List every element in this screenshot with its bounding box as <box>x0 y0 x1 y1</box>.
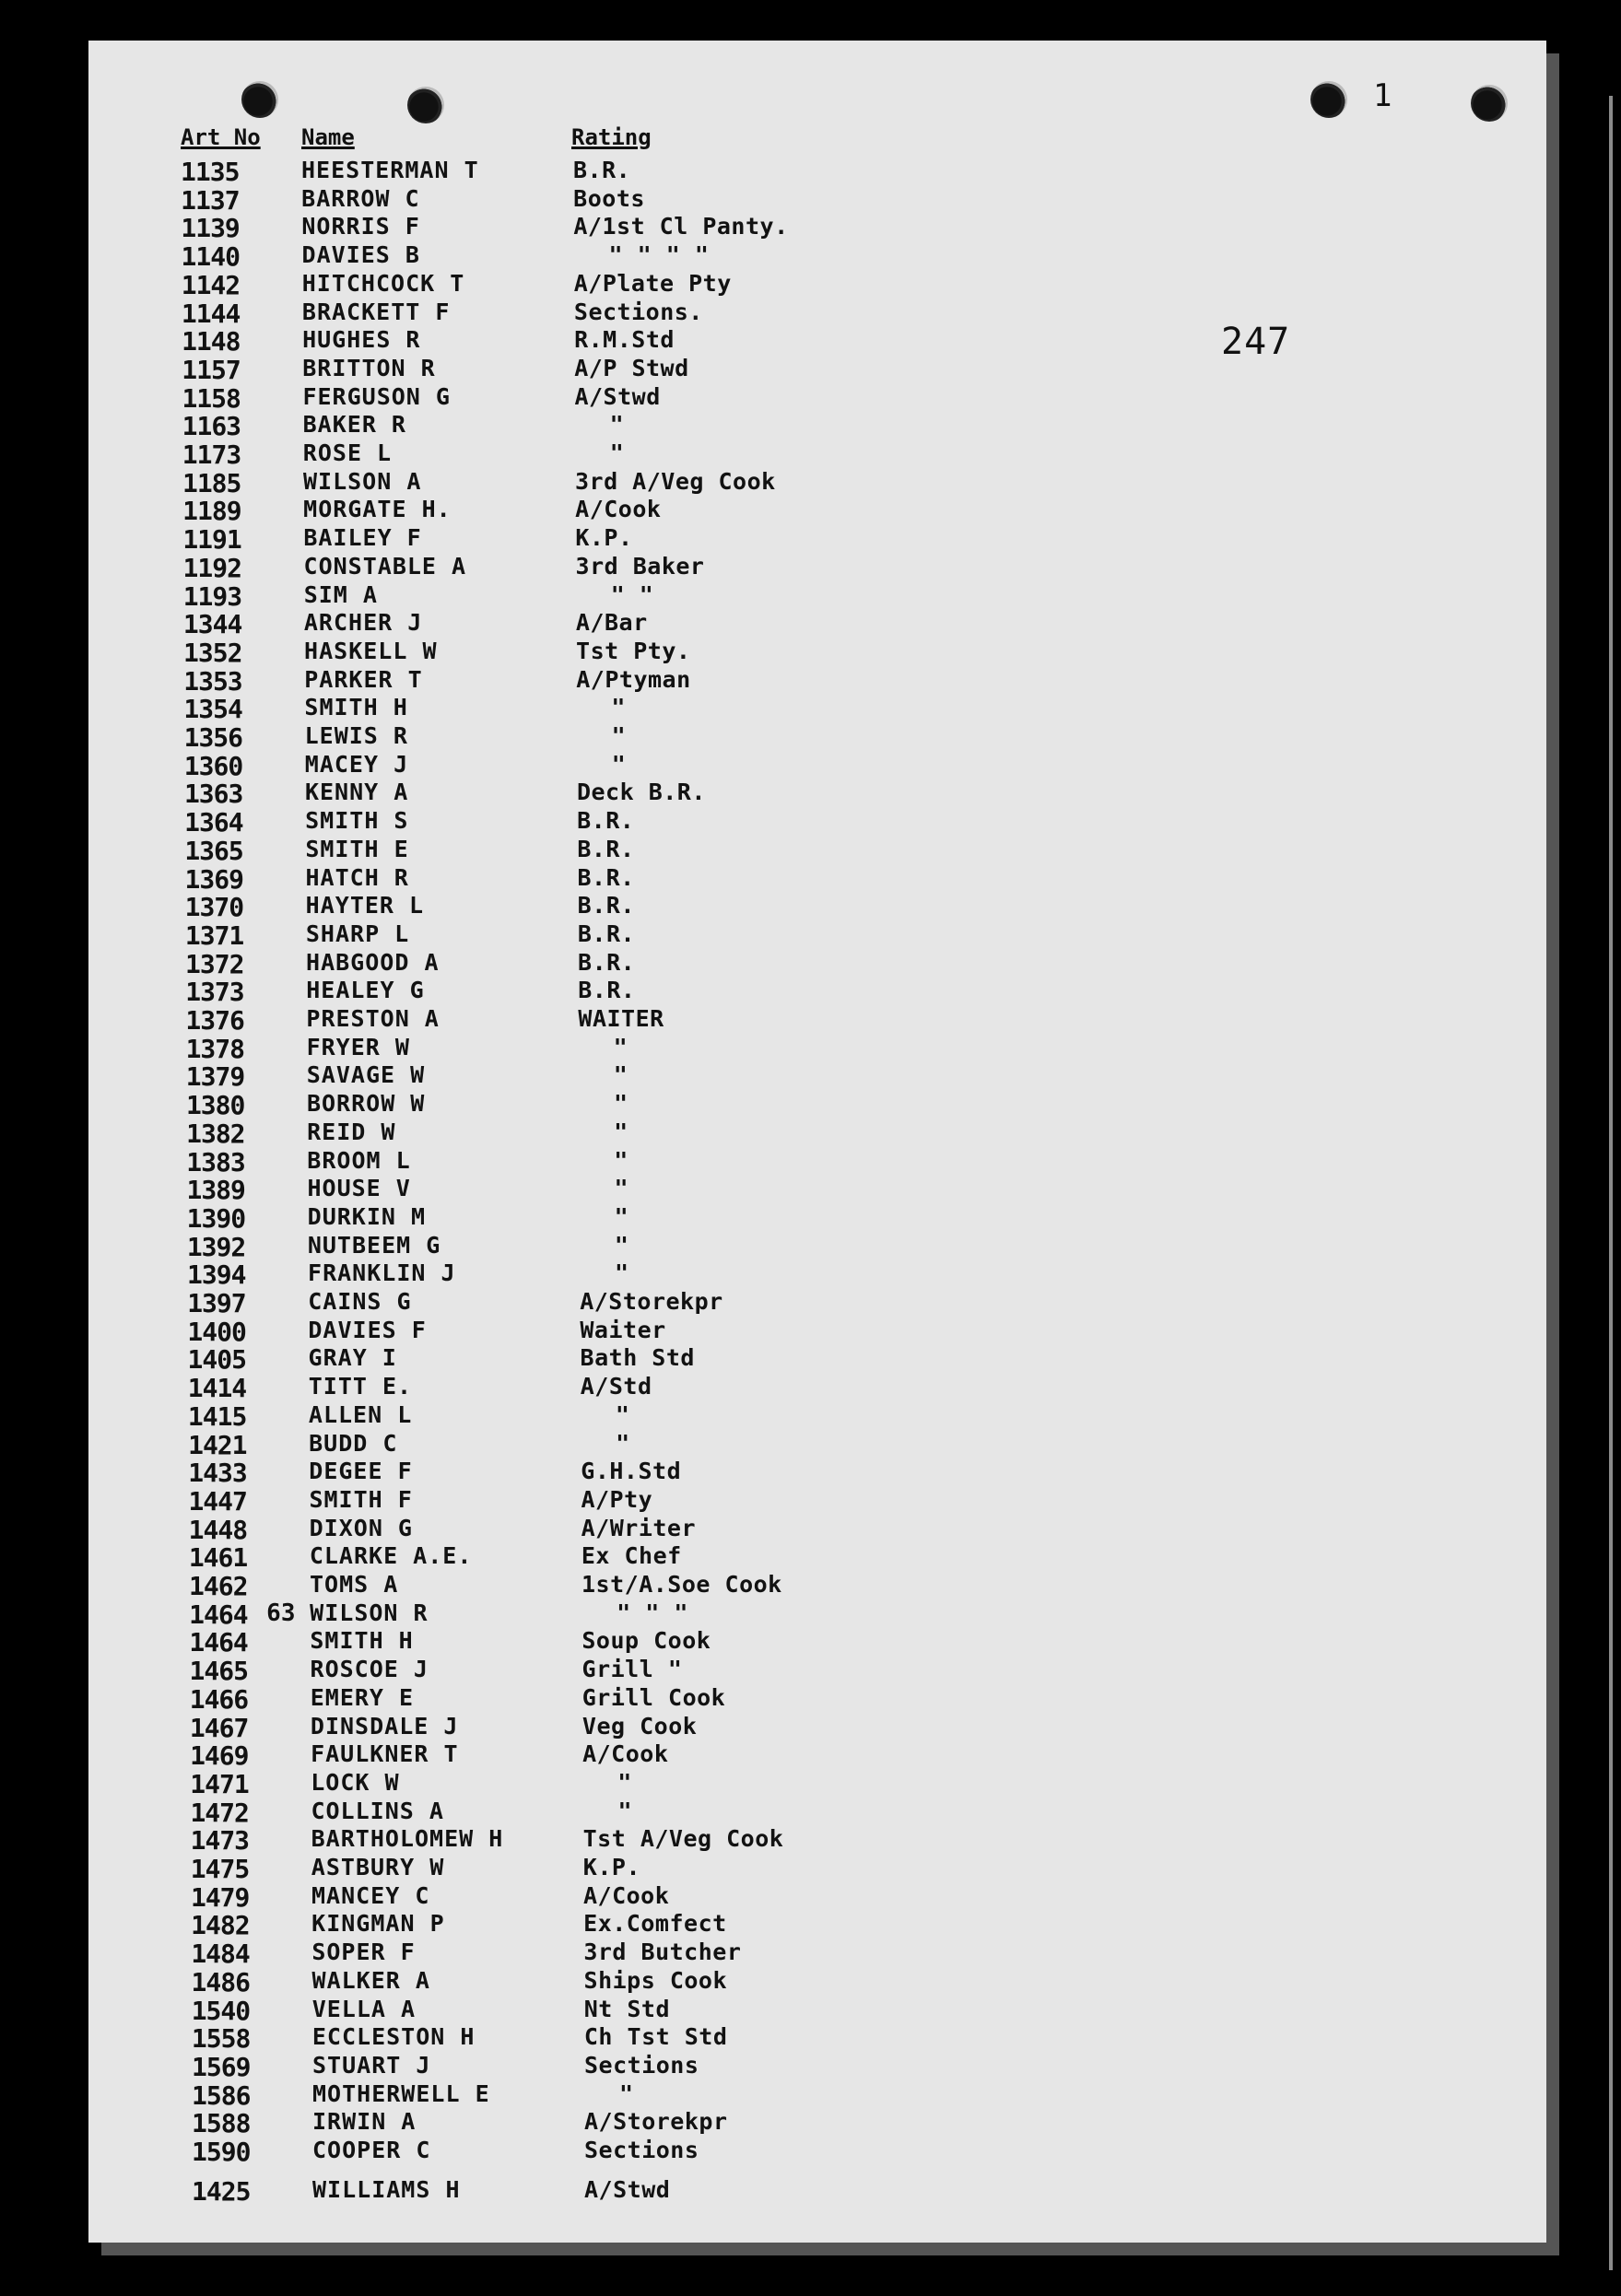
name-cell: BORROW W <box>306 1090 426 1118</box>
art-no-cell: 1479 <box>190 1881 250 1913</box>
art-no-cell: 1405 <box>187 1344 246 1376</box>
art-no-cell: 1473 <box>190 1825 250 1857</box>
rating-cell: " <box>615 1400 630 1428</box>
art-no-cell: 1390 <box>186 1202 246 1234</box>
art-no-cell: 1447 <box>188 1485 247 1517</box>
name-cell: BARROW C <box>301 184 420 212</box>
page-number: 247 <box>1221 321 1291 363</box>
name-cell: BARTHOLOMEW H <box>311 1825 504 1853</box>
header-rating: Rating <box>571 124 652 150</box>
name-cell: STUART J <box>312 2051 431 2079</box>
rating-cell: " <box>611 750 627 778</box>
art-no-cell: 1484 <box>191 1939 250 1970</box>
rating-cell: Tst Pty. <box>576 637 691 664</box>
art-no-cell: 1389 <box>186 1175 245 1206</box>
name-cell: BRITTON R <box>302 354 436 381</box>
name-cell: HITCHCOCK T <box>301 269 465 297</box>
name-cell: WILSON A <box>302 467 422 495</box>
art-no-cell: 1471 <box>190 1768 249 1799</box>
rating-cell: Boots <box>573 184 645 212</box>
rating-cell: " <box>615 1259 629 1287</box>
header-name: Name <box>301 124 355 150</box>
name-cell: WALKER A <box>311 1966 430 1994</box>
name-cell: DAVIES B <box>301 241 420 269</box>
art-no-cell: 1466 <box>189 1683 249 1715</box>
art-no-cell: 1467 <box>189 1712 249 1743</box>
rating-cell: A/Std <box>580 1373 652 1400</box>
art-no-cell: 1353 <box>183 665 242 697</box>
rating-cell: " " " " <box>608 241 710 269</box>
rating-cell: Waiter <box>580 1316 666 1343</box>
rating-cell: B.R. <box>577 835 635 862</box>
name-cell: LEWIS R <box>304 722 408 749</box>
rating-cell: A/Ptyman <box>576 665 691 693</box>
art-no-cell: 1383 <box>186 1146 245 1177</box>
art-no-cell: 1464 <box>189 1599 248 1630</box>
rating-cell: A/Writer <box>581 1514 697 1541</box>
name-cell: KENNY A <box>304 779 409 806</box>
art-no-cell: 1379 <box>185 1061 245 1093</box>
name-cell: LOCK W <box>311 1768 400 1796</box>
name-cell: MACEY J <box>304 750 409 778</box>
rating-cell: Bath Std <box>580 1344 695 1372</box>
name-cell: FERGUSON G <box>302 382 451 410</box>
name-cell: FAULKNER T <box>311 1740 459 1768</box>
rating-cell: A/Cook <box>575 496 662 523</box>
name-cell: COLLINS A <box>311 1797 444 1824</box>
name-cell: MOTHERWELL E <box>312 2079 490 2107</box>
rating-cell: Sections <box>584 2051 699 2079</box>
name-cell: SMITH F <box>309 1485 413 1513</box>
art-no-cell: 1392 <box>186 1231 246 1262</box>
rating-cell: G.H.Std <box>581 1458 682 1485</box>
art-no-cell: 1369 <box>184 863 243 895</box>
art-no-cell: 1461 <box>188 1542 248 1574</box>
name-cell: ARCHER J <box>303 609 423 637</box>
rating-cell: " <box>609 411 625 439</box>
name-cell: HEESTERMAN T <box>301 157 479 183</box>
rating-cell: 3rd A/Veg Cook <box>574 467 776 495</box>
name-cell: EMERY E <box>310 1683 415 1711</box>
art-no-cell: 1486 <box>191 1966 250 1997</box>
name-cell: NORRIS F <box>301 213 420 240</box>
rating-cell: A/Storekpr <box>584 2108 728 2136</box>
art-no-cell: 1189 <box>182 496 241 527</box>
rating-cell: " <box>613 1033 628 1060</box>
art-no-cell: 1400 <box>187 1316 246 1347</box>
name-cell: SHARP L <box>305 920 410 947</box>
name-cell: BRACKETT F <box>301 298 451 325</box>
art-no-cell: 1569 <box>192 2051 251 2082</box>
art-no-cell: 1173 <box>182 439 241 470</box>
art-no-cell: 1158 <box>182 382 241 414</box>
art-no-cell: 1144 <box>181 298 241 329</box>
rating-cell: A/Cook <box>582 1881 670 1909</box>
art-no-cell: 1472 <box>190 1797 249 1828</box>
art-no-cell: 1354 <box>183 694 242 725</box>
art-no-cell: 1142 <box>181 269 241 300</box>
name-cell: REID W <box>307 1118 396 1145</box>
rating-cell: A/Stwd <box>584 2175 671 2203</box>
rating-cell: " <box>611 694 626 721</box>
name-cell: SMITH E <box>305 835 409 862</box>
art-no-cell: 1360 <box>183 750 243 781</box>
rating-cell: Sections. <box>573 298 703 325</box>
art-no-cell: 1363 <box>183 779 243 810</box>
name-cell: ROSE L <box>302 439 393 466</box>
art-no-cell: 1586 <box>192 2079 251 2111</box>
art-no-cell: 1364 <box>184 807 243 838</box>
name-cell: DEGEE F <box>309 1458 413 1485</box>
rating-cell: Veg Cook <box>581 1712 698 1740</box>
rating-cell: B.R. <box>577 892 635 920</box>
rating-cell: A/Pty <box>581 1485 653 1513</box>
art-no-cell: 1465 <box>189 1656 248 1687</box>
handwritten-note: 63 <box>266 1599 296 1627</box>
rating-cell: 1st/A.Soe Cook <box>581 1571 782 1598</box>
art-no-cell: 1462 <box>189 1571 248 1601</box>
art-no-cell: 1356 <box>183 722 243 753</box>
art-no-cell: 1415 <box>187 1400 247 1432</box>
rating-cell: B.R. <box>577 807 635 835</box>
name-cell: HUGHES R <box>302 326 421 354</box>
name-cell: SAVAGE W <box>306 1061 426 1089</box>
rating-cell: A/Bar <box>575 609 648 637</box>
art-no-cell: 1394 <box>187 1259 246 1291</box>
rating-cell: A/1st Cl Panty. <box>573 213 789 240</box>
art-no-cell: 1590 <box>192 2137 251 2167</box>
name-cell: HAYTER L <box>305 892 425 920</box>
art-no-cell: 1185 <box>182 467 241 498</box>
art-no-cell: 1382 <box>186 1118 245 1149</box>
rating-cell: B.R. <box>577 920 636 947</box>
art-no-cell: 1157 <box>182 354 241 385</box>
name-cell: ECCLESTON H <box>311 2023 476 2051</box>
art-no-cell: 1193 <box>182 580 242 612</box>
name-cell: BROOM L <box>307 1146 411 1174</box>
art-no-cell: 1475 <box>190 1854 250 1884</box>
name-cell: SOPER F <box>311 1939 416 1966</box>
rating-cell: " <box>614 1231 629 1259</box>
rating-cell: Ex Chef <box>581 1542 682 1570</box>
name-cell: DAVIES F <box>308 1316 427 1343</box>
rating-cell: A/P Stwd <box>574 354 689 381</box>
corner-mark: 1 <box>1373 77 1392 114</box>
art-no-cell: 1421 <box>188 1429 247 1460</box>
rating-cell: Ships Cook <box>583 1966 728 1994</box>
name-cell: HASKELL W <box>304 637 438 664</box>
name-cell: ALLEN L <box>308 1400 413 1428</box>
name-cell: MANCEY C <box>311 1881 430 1909</box>
art-no-cell: 1397 <box>187 1288 246 1318</box>
rating-cell: " <box>609 439 625 466</box>
rating-cell: K.P. <box>575 524 633 552</box>
rating-cell: Sections <box>584 2137 699 2163</box>
rating-cell: " <box>611 722 627 749</box>
art-no-cell: 1378 <box>185 1033 245 1064</box>
rating-cell: Grill Cook <box>581 1683 726 1711</box>
name-cell: KINGMAN P <box>311 1910 445 1938</box>
name-cell: VELLA A <box>311 1995 417 2022</box>
name-cell: ROSCOE J <box>310 1656 429 1683</box>
rating-cell: Tst A/Veg Cook <box>582 1825 784 1853</box>
rating-cell: B.R. <box>577 863 635 891</box>
art-no-cell: 1380 <box>185 1090 245 1121</box>
rating-cell: A/Stwd <box>574 382 661 410</box>
name-cell: TOMS A <box>310 1571 399 1598</box>
art-no-cell: 1433 <box>188 1458 247 1489</box>
art-no-cell: 1414 <box>187 1373 247 1404</box>
art-no-cell: 1370 <box>184 892 244 923</box>
name-cell: IRWIN A <box>312 2108 417 2136</box>
rating-cell: A/Cook <box>582 1740 669 1768</box>
art-no-cell: 1372 <box>185 948 244 979</box>
name-cell: HOUSE V <box>307 1175 411 1202</box>
name-cell: SMITH H <box>304 694 408 721</box>
rating-cell: A/Plate Pty <box>573 269 732 297</box>
art-no-cell: 1365 <box>184 835 243 866</box>
rating-cell: Ch Tst Std <box>583 2023 728 2051</box>
rating-cell: " <box>614 1146 628 1174</box>
art-no-cell: 1540 <box>191 1995 251 2026</box>
rating-cell: Nt Std <box>583 1995 670 2022</box>
rating-cell: " <box>617 1797 632 1824</box>
name-cell: DIXON G <box>309 1514 413 1541</box>
name-cell: MORGATE H. <box>303 496 452 523</box>
name-cell: CLARKE A.E. <box>309 1542 473 1570</box>
name-cell: HEALEY G <box>306 977 425 1004</box>
rating-cell: " <box>614 1202 629 1230</box>
art-no-cell: 1371 <box>184 920 244 951</box>
rating-cell: " <box>613 1061 628 1089</box>
rating-cell: " <box>614 1118 628 1145</box>
art-no-cell: 1139 <box>181 213 240 244</box>
name-cell: FRANKLIN J <box>308 1259 456 1287</box>
rating-cell: " " " <box>617 1599 688 1626</box>
name-cell: COOPER C <box>312 2137 431 2163</box>
name-cell: GRAY I <box>308 1344 397 1372</box>
rating-cell: Deck B.R. <box>576 779 706 806</box>
art-no-cell: 1482 <box>191 1910 250 1941</box>
art-no-cell: 1558 <box>191 2023 251 2055</box>
name-cell: BAILEY F <box>303 524 422 552</box>
art-no-cell: 1373 <box>185 977 244 1008</box>
rating-cell: Grill " <box>581 1656 683 1683</box>
name-cell: NUTBEEM G <box>307 1231 441 1259</box>
name-cell: HATCH R <box>305 863 409 891</box>
rating-cell: Ex.Comfect <box>583 1910 727 1938</box>
rating-cell: " <box>613 1090 628 1118</box>
name-cell: SMITH H <box>310 1627 414 1655</box>
rating-cell: B.R. <box>573 157 631 183</box>
art-no-cell: 1352 <box>183 637 242 668</box>
name-cell: BAKER R <box>302 411 406 439</box>
art-no-cell: 1135 <box>181 157 240 187</box>
art-no-cell: 1192 <box>182 552 241 583</box>
name-cell: CONSTABLE A <box>303 552 467 580</box>
name-cell: WILSON R <box>310 1599 429 1626</box>
name-cell: PARKER T <box>304 665 423 693</box>
rating-cell: " " <box>610 580 654 608</box>
name-cell: BUDD C <box>309 1429 398 1457</box>
name-cell: HABGOOD A <box>306 948 440 976</box>
rating-cell: " <box>617 1768 632 1796</box>
name-cell: CAINS G <box>308 1288 412 1315</box>
art-no-cell: 1163 <box>182 411 241 442</box>
art-no-cell: 1588 <box>192 2108 251 2139</box>
rating-cell: " <box>619 2079 634 2107</box>
rating-cell: R.M.Std <box>574 326 675 354</box>
rating-cell: B.R. <box>578 948 636 976</box>
rating-cell: Soup Cook <box>581 1627 711 1655</box>
rating-cell: " <box>614 1175 629 1202</box>
art-no-cell: 1137 <box>181 184 240 216</box>
art-no-cell: 1344 <box>182 609 242 640</box>
header-art-no: Art No <box>181 124 261 150</box>
art-no-cell: 1425 <box>192 2175 251 2207</box>
art-no-cell: 1140 <box>181 241 240 273</box>
rating-cell: WAITER <box>578 1005 664 1032</box>
art-no-cell: 1448 <box>188 1514 248 1545</box>
art-no-cell: 1464 <box>189 1627 248 1658</box>
name-cell: FRYER W <box>306 1033 410 1060</box>
name-cell: DINSDALE J <box>310 1712 459 1740</box>
art-no-cell: 1469 <box>190 1740 249 1772</box>
name-cell: DURKIN M <box>307 1202 427 1230</box>
rating-cell: 3rd Butcher <box>583 1939 742 1966</box>
name-cell: SMITH S <box>305 807 409 835</box>
rating-cell: B.R. <box>578 977 636 1004</box>
rating-cell: 3rd Baker <box>575 552 705 580</box>
name-cell: PRESTON A <box>306 1005 440 1032</box>
name-cell: WILLIAMS H <box>312 2175 461 2203</box>
art-no-cell: 1191 <box>182 524 241 556</box>
name-cell: TITT E. <box>308 1373 413 1400</box>
name-cell: ASTBURY W <box>311 1854 445 1880</box>
art-no-cell: 1376 <box>185 1005 244 1036</box>
art-no-cell: 1148 <box>182 326 241 357</box>
rating-cell: K.P. <box>582 1854 641 1880</box>
rating-cell: A/Storekpr <box>580 1288 723 1315</box>
rating-cell: " <box>616 1429 630 1457</box>
name-cell: SIM A <box>303 580 378 608</box>
